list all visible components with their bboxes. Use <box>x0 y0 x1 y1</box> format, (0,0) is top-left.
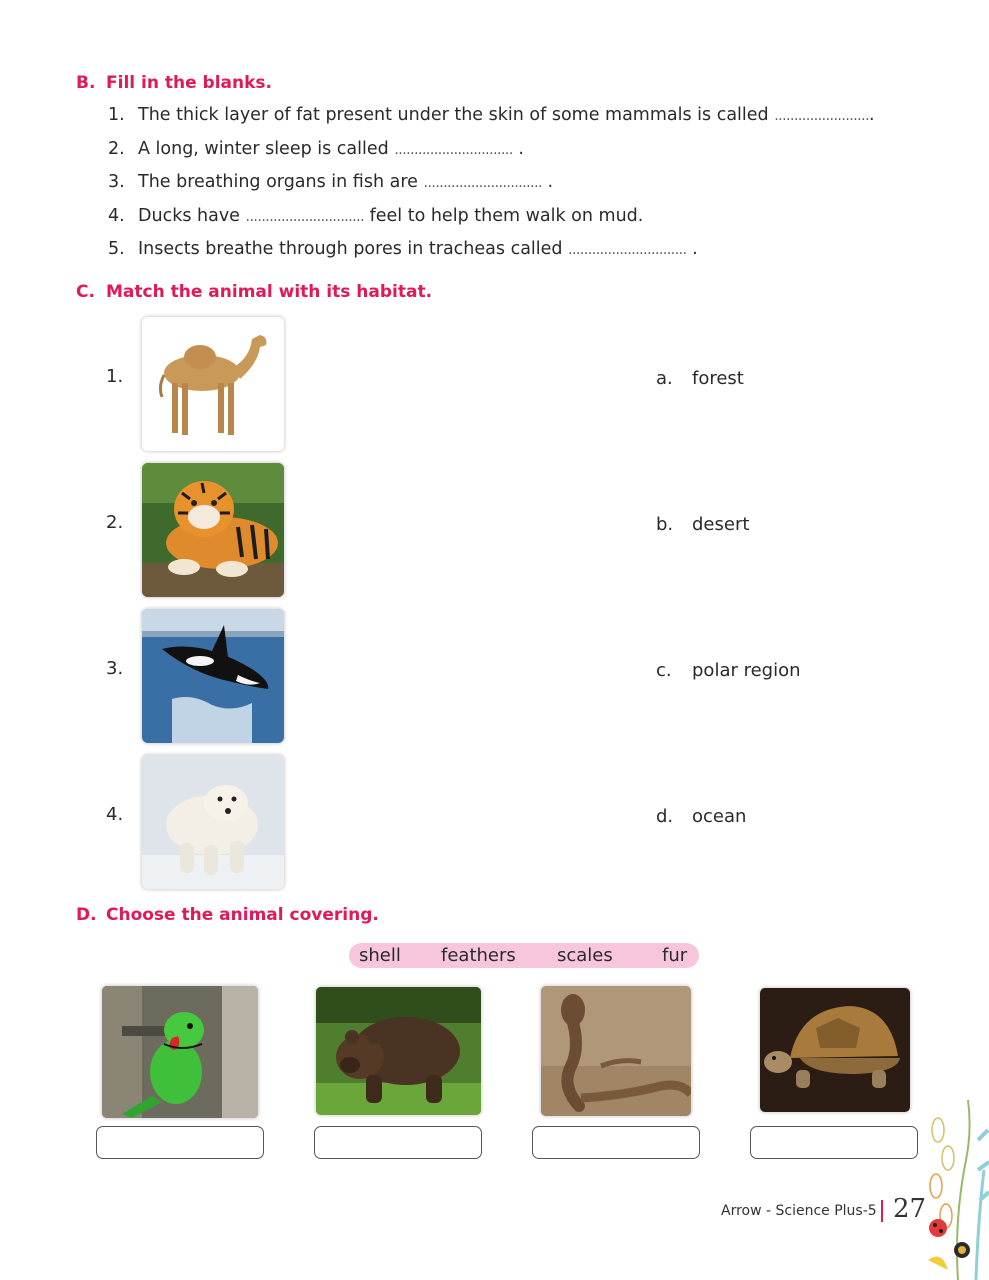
item-number: 2. <box>108 138 125 159</box>
habitat-label: ocean <box>692 806 747 827</box>
habitat-letter: a. <box>656 368 673 389</box>
habitat-letter: b. <box>656 514 674 535</box>
section-c-letter: C. <box>76 282 95 302</box>
footer-divider <box>881 1200 883 1222</box>
word-bank-word: fur <box>662 945 688 966</box>
fill-blanks-list <box>108 100 875 268</box>
answer-blank[interactable]: ........................ <box>774 108 870 124</box>
habitat-label: polar region <box>692 660 801 681</box>
answer-blank[interactable]: .............................. <box>394 141 513 158</box>
item-text: Ducks have <box>138 205 246 226</box>
match-number: 1. <box>106 366 124 387</box>
parrot-image <box>101 985 259 1119</box>
cobra-icon <box>541 986 691 1116</box>
polar-bear-icon <box>142 755 284 889</box>
section-d-title: Choose the animal covering. <box>106 905 379 925</box>
item-text-end: feel to help them walk on mud. <box>364 205 644 226</box>
item-text: A long, winter sleep is called <box>138 138 395 159</box>
habitat-letter: c. <box>656 660 672 681</box>
covering-answer-box[interactable] <box>750 1126 918 1159</box>
answer-blank[interactable]: .............................. <box>423 175 542 191</box>
word-bank <box>349 943 699 968</box>
item-number: 4. <box>108 205 125 226</box>
bear-image <box>315 986 482 1116</box>
item-number: 3. <box>108 172 125 192</box>
habitat-option <box>656 514 749 535</box>
habitat-option <box>656 806 746 827</box>
section-d-letter: D. <box>76 905 97 925</box>
match-row <box>0 608 989 748</box>
tiger-icon <box>142 463 284 597</box>
match-row <box>0 462 989 602</box>
section-c-title: Match the animal with its habitat. <box>106 282 433 302</box>
habitat-option <box>656 368 744 389</box>
item-number: 5. <box>108 239 125 259</box>
match-number: 2. <box>106 512 124 533</box>
book-title: Arrow - Science Plus-5 <box>721 1203 877 1219</box>
section-d-heading <box>76 905 379 925</box>
word-bank-word: scales <box>557 945 613 966</box>
blank-item <box>108 100 875 134</box>
answer-blank[interactable]: .............................. <box>245 208 365 225</box>
match-number: 4. <box>106 804 124 825</box>
covering-answer-box[interactable] <box>314 1126 482 1159</box>
camel-icon <box>142 317 284 451</box>
bear-icon <box>316 987 481 1115</box>
habitat-label: desert <box>692 514 750 535</box>
item-text-end: . <box>512 138 524 159</box>
floral-decoration-icon <box>918 1100 989 1280</box>
blank-item <box>108 201 875 235</box>
orca-image <box>141 608 285 744</box>
page-number: 27 <box>893 1194 927 1224</box>
blank-item <box>108 234 875 268</box>
word-bank-word: shell <box>359 945 401 966</box>
section-b-title: Fill in the blanks. <box>106 73 272 93</box>
item-text: The breathing organs in fish are <box>138 172 424 192</box>
habitat-label: forest <box>692 368 744 389</box>
parrot-icon <box>102 986 258 1118</box>
blank-item <box>108 134 875 168</box>
camel-image <box>141 316 285 452</box>
answer-blank[interactable]: .............................. <box>568 242 687 258</box>
habitat-option <box>656 660 801 681</box>
match-row <box>0 316 989 456</box>
item-text: The thick layer of fat present under the skin of some mammals is called <box>138 105 775 125</box>
habitat-letter: d. <box>656 806 674 827</box>
section-b-letter: B. <box>76 73 96 93</box>
item-text-end: . <box>869 105 875 125</box>
tiger-image <box>141 462 285 598</box>
tortoise-icon <box>760 988 910 1112</box>
polar-bear-image <box>141 754 285 890</box>
tortoise-image <box>759 987 911 1113</box>
covering-answer-box[interactable] <box>96 1126 264 1159</box>
item-text-end: . <box>686 239 698 259</box>
covering-answer-box[interactable] <box>532 1126 700 1159</box>
match-number: 3. <box>106 658 124 679</box>
section-c-heading <box>76 282 432 302</box>
word-bank-word: feathers <box>441 945 516 966</box>
match-row <box>0 754 989 894</box>
orca-icon <box>142 609 284 743</box>
item-number: 1. <box>108 105 125 125</box>
cobra-image <box>540 985 692 1117</box>
section-b-heading <box>76 73 272 93</box>
blank-item <box>108 167 875 201</box>
item-text-end: . <box>541 172 554 192</box>
item-text: Insects breathe through pores in tracheas called <box>138 239 569 259</box>
